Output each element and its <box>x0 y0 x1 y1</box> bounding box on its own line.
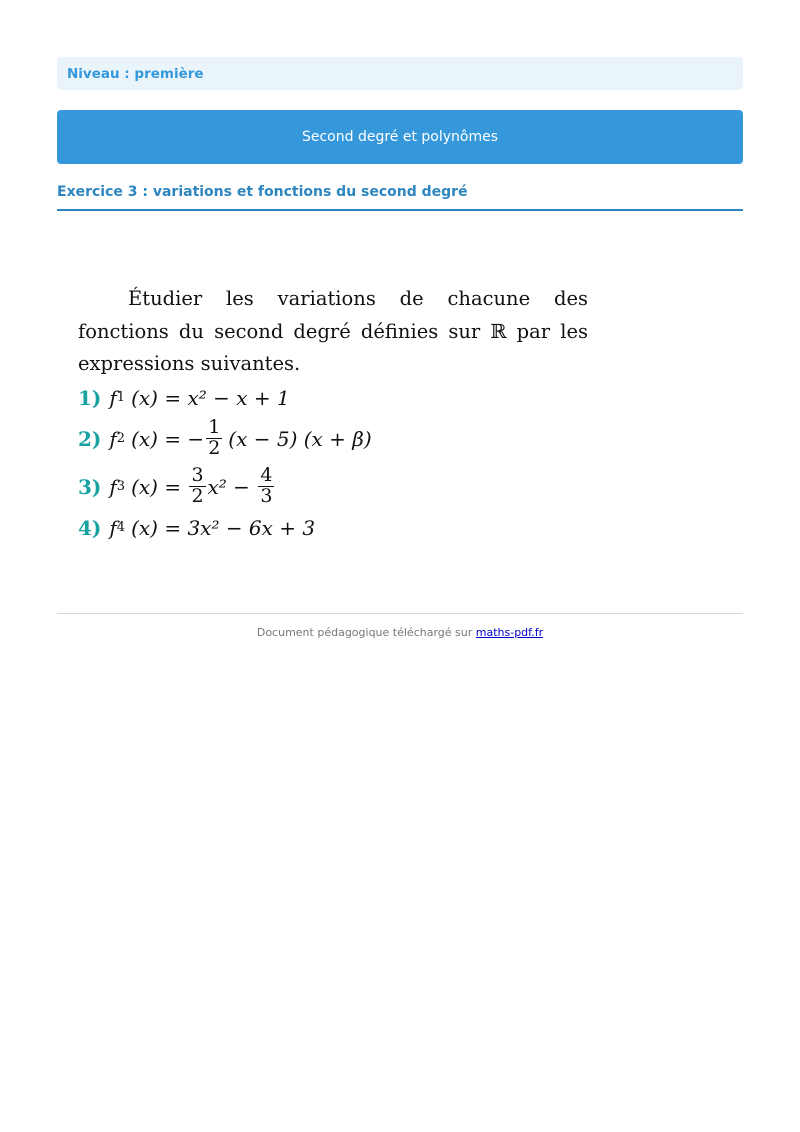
function-arg: (x) = <box>131 515 188 540</box>
exercise-item-4 <box>78 511 588 545</box>
exercise-title: Exercice 3 : variations et fonctions du second degré <box>57 184 743 211</box>
fraction-denominator: 3 <box>260 485 273 507</box>
function-arg: (x) = <box>131 474 188 499</box>
item-number: 3) <box>78 474 102 499</box>
function-name: f <box>109 426 117 451</box>
exercise-body <box>78 283 588 545</box>
fraction-numerator: 3 <box>191 464 204 487</box>
fraction <box>206 418 222 459</box>
function-name: f <box>109 474 117 499</box>
function-index: 3 <box>116 479 126 494</box>
item-number: 4) <box>78 515 102 540</box>
fraction <box>258 466 274 507</box>
footer-link[interactable]: maths-pdf.fr <box>475 626 544 639</box>
function-expression-tail: (x − 5) (x + β) <box>228 426 372 451</box>
footer <box>57 626 743 639</box>
function-index: 4 <box>116 520 126 535</box>
chapter-title: Second degré et polynômes <box>301 129 499 145</box>
function-name: f <box>109 515 117 540</box>
fraction-numerator: 1 <box>208 416 221 439</box>
fraction-numerator: 4 <box>260 464 273 487</box>
item-number: 2) <box>78 426 102 451</box>
footer-text: Document pédagogique téléchargé sur <box>256 626 476 639</box>
exercise-item-3 <box>78 463 588 511</box>
function-arg: (x) = <box>131 385 188 410</box>
level-label: Niveau : première <box>67 65 204 82</box>
function-arg: (x) = − <box>131 426 205 451</box>
fraction-denominator: 2 <box>208 437 221 459</box>
level-badge <box>57 57 743 90</box>
function-expression: x² − x + 1 <box>187 385 290 410</box>
fraction-denominator: 2 <box>191 485 204 507</box>
exercise-intro: Étudier les variations de chacune des fonctions du second degré définies sur ℝ par les expressions suivantes. <box>78 287 588 375</box>
exercise-item-1 <box>78 381 588 415</box>
footer-divider <box>57 613 743 614</box>
function-index: 1 <box>116 390 126 405</box>
function-name: f <box>109 385 117 410</box>
function-expression-mid: x² − <box>207 474 257 499</box>
exercise-item-2 <box>78 415 588 463</box>
fraction <box>189 466 205 507</box>
function-expression: 3x² − 6x + 3 <box>187 515 316 540</box>
function-index: 2 <box>116 431 126 446</box>
chapter-banner <box>57 110 743 164</box>
item-number: 1) <box>78 385 102 410</box>
